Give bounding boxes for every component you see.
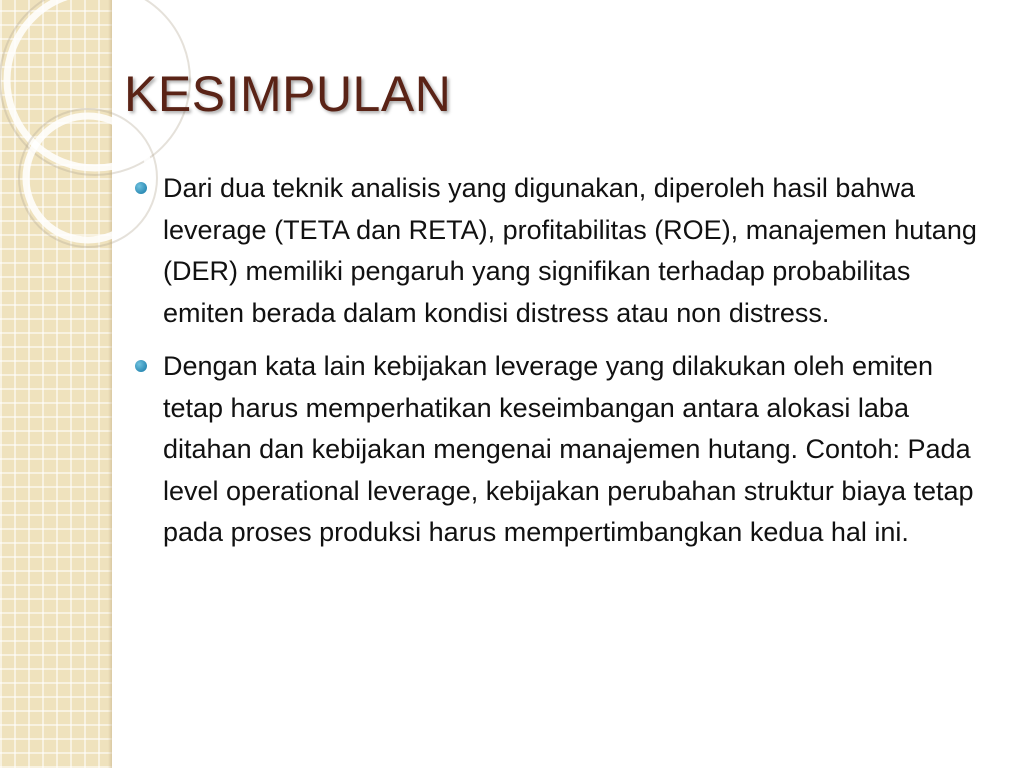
bullet-text: Dari dua teknik analisis yang digunakan, diperoleh hasil bahwa leverage (TETA dan RETA), profitabilitas (ROE), manajemen hutang (DER) memiliki pengaruh yang signifikan terhadap probabilitas emiten berada dalam kondisi distress atau non distress. xyxy=(163,173,977,328)
bullet-dot-icon xyxy=(135,360,147,372)
bullet-item xyxy=(132,168,988,334)
slide-title: KESIMPULAN xyxy=(124,66,452,122)
bullet-dot-icon xyxy=(135,182,147,194)
bullet-item xyxy=(132,346,988,554)
bullet-list xyxy=(132,168,988,566)
bullet-text: Dengan kata lain kebijakan leverage yang dilakukan oleh emiten tetap harus memperhatikan keseimbangan antara alokasi laba ditahan dan kebijakan mengenai manajemen hutang. Contoh: Pada level operational leverage, kebijakan perubahan struktur biaya tetap pada proses produksi harus mempertimbangkan kedua hal ini. xyxy=(163,351,974,547)
